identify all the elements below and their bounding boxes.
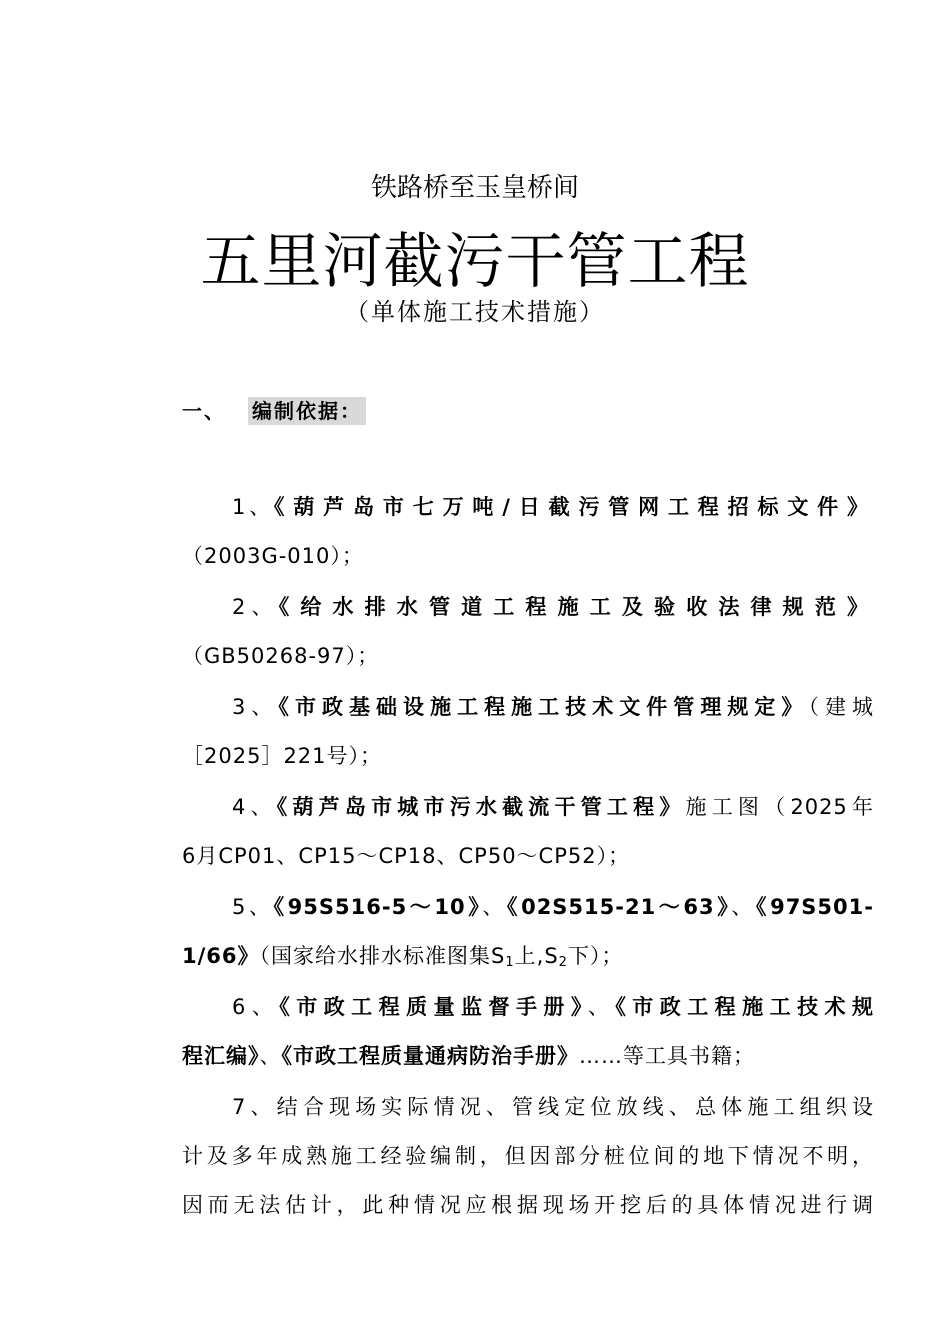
item-separator: 、 [587,995,616,1019]
item-title: 《葫芦岛市城市污水截流干管工程》 [276,795,686,819]
paragraph-line: 因而无法估计，此种情况应根据现场开挖后的具体情况进行调 [182,1193,874,1217]
list-item-6-cont [182,1041,874,1071]
item-separator: 、 [259,1044,282,1068]
item-ref: （国家给水排水标准图集S [259,944,506,968]
list-item-1 [232,492,874,522]
list-item-4 [232,792,874,822]
item-number: 4、 [232,795,277,819]
item-ref: （建城 [808,695,875,719]
list-item-1-cont [182,541,874,571]
item-title: 《市政工程质量监督手册》 [279,995,588,1019]
item-ref: 上,S [514,944,559,968]
list-item-5-cont [182,941,874,978]
list-item-7-cont-2 [182,1190,874,1220]
paragraph-line: 结合现场实际情况、管线定位放线、总体施工组织设 [276,1095,874,1119]
paragraph-line: 计及多年成熟施工经验编制，但因部分桩位间的地下情况不明， [182,1144,874,1168]
item-title: 《97S501- [755,895,874,919]
item-number: 2、 [232,595,279,619]
item-title: 《95S516-5～10》 [273,895,483,919]
item-number: 6、 [232,995,280,1019]
document-parenthetical: （单体施工技术措施） [345,298,605,326]
list-item-7 [232,1092,874,1122]
item-title: 《葫芦岛市七万吨/日截污管网工程招标文件》 [274,495,874,519]
list-item-2-cont [182,641,874,671]
item-ref: （GB50268-97）； [182,644,380,668]
item-number: 3、 [232,695,279,719]
item-title: 《市政基础设施工程施工技术文件管理规定》 [278,695,809,719]
list-item-6 [232,992,874,1022]
section-number: 一、 [182,399,226,423]
item-title: 《市政工程施工技术规 [615,995,874,1019]
item-number: 5、 [232,895,274,919]
item-number: 1、 [232,495,275,519]
item-ref: 下）； [567,944,624,968]
document-subtitle: 铁路桥至玉皇桥间 [370,173,579,203]
list-item-2 [232,592,874,622]
item-title: 《给水排水管道工程施工及验收法律规范》 [278,595,874,619]
list-item-3-cont [182,741,874,771]
item-title: 程汇编》 [182,1044,260,1068]
subscript-1: 1 [505,955,515,970]
item-ref: 6月CP01、CP15～CP18、CP50～CP52）； [182,844,631,868]
list-item-5 [232,892,874,922]
list-item-4-cont [182,841,874,871]
subscript-2: 2 [558,955,568,970]
section-heading [182,395,366,424]
item-separator: 、 [482,895,507,919]
list-item-7-cont-1 [182,1141,874,1171]
item-ref: 施工图（2025年 [685,795,874,819]
item-ref: （2003G-010）； [182,544,364,568]
item-ref: ［2025］221号）； [182,744,383,768]
item-title: 1/66》 [182,944,260,968]
item-title: 《市政工程质量通病防治手册》 [281,1044,579,1068]
section-title: 编制依据： [248,397,366,425]
item-separator: 、 [731,895,756,919]
list-item-3 [232,692,874,722]
item-number: 7、 [232,1095,277,1119]
item-ref: ……等工具书籍； [579,1044,755,1068]
document-title: 五里河截污干管工程 [200,227,750,297]
item-title: 《02S515-21～63》 [506,895,732,919]
